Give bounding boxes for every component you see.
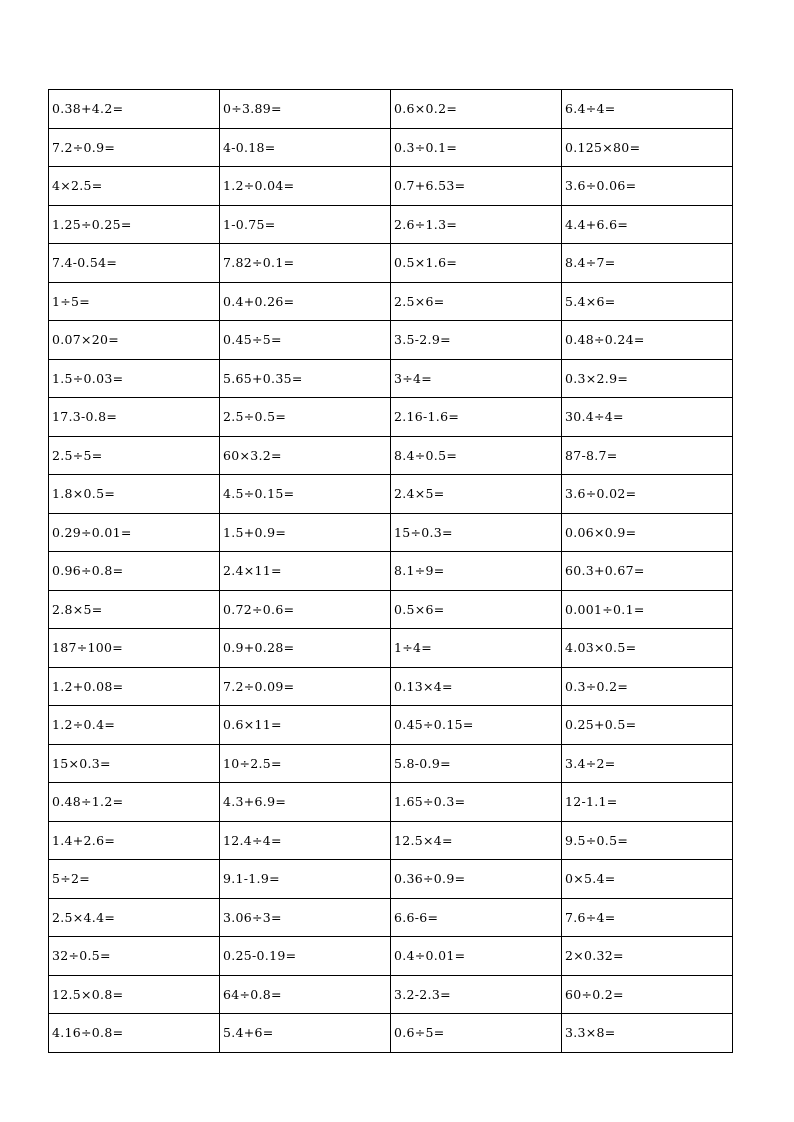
problem-cell: 9.1-1.9= [220, 860, 391, 899]
worksheet-row [49, 90, 733, 129]
worksheet-row [49, 975, 733, 1014]
problem-cell: 10÷2.5= [220, 744, 391, 783]
problem-cell: 2.4×11= [220, 552, 391, 591]
problem-cell: 0.6÷5= [391, 1014, 562, 1053]
problem-cell: 1.2÷0.04= [220, 167, 391, 206]
problem-cell: 5÷2= [49, 860, 220, 899]
problem-cell: 8.4÷7= [562, 244, 733, 283]
problem-cell: 1.5÷0.03= [49, 359, 220, 398]
problem-cell: 0.07×20= [49, 321, 220, 360]
problem-cell: 1-0.75= [220, 205, 391, 244]
problem-cell: 0.125×80= [562, 128, 733, 167]
problem-cell: 6.4÷4= [562, 90, 733, 129]
problem-cell: 0.96÷0.8= [49, 552, 220, 591]
worksheet-row [49, 205, 733, 244]
problem-cell: 1.2÷0.4= [49, 706, 220, 745]
problem-cell: 60.3+0.67= [562, 552, 733, 591]
problem-cell: 1÷4= [391, 629, 562, 668]
problem-cell: 0.36÷0.9= [391, 860, 562, 899]
worksheet-row [49, 436, 733, 475]
problem-cell: 0.25-0.19= [220, 937, 391, 976]
worksheet-row [49, 860, 733, 899]
problem-cell: 2×0.32= [562, 937, 733, 976]
worksheet-row [49, 590, 733, 629]
problem-cell: 2.5×4.4= [49, 898, 220, 937]
problem-cell: 0.3÷0.1= [391, 128, 562, 167]
problem-cell: 7.82÷0.1= [220, 244, 391, 283]
problem-cell: 0.29÷0.01= [49, 513, 220, 552]
problem-cell: 0.4÷0.01= [391, 937, 562, 976]
problem-cell: 8.1÷9= [391, 552, 562, 591]
worksheet-row [49, 706, 733, 745]
problem-cell: 2.5×6= [391, 282, 562, 321]
problem-cell: 6.6-6= [391, 898, 562, 937]
problem-cell: 2.4×5= [391, 475, 562, 514]
worksheet-row [49, 282, 733, 321]
problem-cell: 3.6÷0.06= [562, 167, 733, 206]
worksheet-row [49, 321, 733, 360]
problem-cell: 30.4÷4= [562, 398, 733, 437]
worksheet-row [49, 552, 733, 591]
worksheet-row [49, 475, 733, 514]
problem-cell: 3.5-2.9= [391, 321, 562, 360]
problem-cell: 17.3-0.8= [49, 398, 220, 437]
problem-cell: 0.38+4.2= [49, 90, 220, 129]
problem-cell: 0.5×6= [391, 590, 562, 629]
worksheet-row [49, 513, 733, 552]
problem-cell: 1.2+0.08= [49, 667, 220, 706]
problem-cell: 2.16-1.6= [391, 398, 562, 437]
problem-cell: 4.3+6.9= [220, 783, 391, 822]
problem-cell: 2.5÷0.5= [220, 398, 391, 437]
problem-cell: 0.48÷1.2= [49, 783, 220, 822]
arithmetic-worksheet-table [48, 89, 733, 1053]
problem-cell: 3.06÷3= [220, 898, 391, 937]
problem-cell: 2.8×5= [49, 590, 220, 629]
worksheet-row [49, 937, 733, 976]
problem-cell: 0.7+6.53= [391, 167, 562, 206]
problem-cell: 0.9+0.28= [220, 629, 391, 668]
problem-cell: 1.4+2.6= [49, 821, 220, 860]
worksheet-row [49, 898, 733, 937]
problem-cell: 2.6÷1.3= [391, 205, 562, 244]
problem-cell: 15÷0.3= [391, 513, 562, 552]
problem-cell: 12.4÷4= [220, 821, 391, 860]
worksheet-row [49, 744, 733, 783]
worksheet-row [49, 629, 733, 668]
problem-cell: 4.03×0.5= [562, 629, 733, 668]
problem-cell: 0.13×4= [391, 667, 562, 706]
worksheet-body [49, 90, 733, 1053]
problem-cell: 1÷5= [49, 282, 220, 321]
problem-cell: 5.4×6= [562, 282, 733, 321]
problem-cell: 1.65÷0.3= [391, 783, 562, 822]
worksheet-row [49, 667, 733, 706]
problem-cell: 4×2.5= [49, 167, 220, 206]
problem-cell: 0.4+0.26= [220, 282, 391, 321]
problem-cell: 0.72÷0.6= [220, 590, 391, 629]
problem-cell: 5.4+6= [220, 1014, 391, 1053]
problem-cell: 0.45÷0.15= [391, 706, 562, 745]
problem-cell: 3.6÷0.02= [562, 475, 733, 514]
problem-cell: 15×0.3= [49, 744, 220, 783]
problem-cell: 7.2÷0.09= [220, 667, 391, 706]
problem-cell: 0.001÷0.1= [562, 590, 733, 629]
problem-cell: 0÷3.89= [220, 90, 391, 129]
problem-cell: 3.2-2.3= [391, 975, 562, 1014]
problem-cell: 0.5×1.6= [391, 244, 562, 283]
problem-cell: 7.4-0.54= [49, 244, 220, 283]
problem-cell: 0.06×0.9= [562, 513, 733, 552]
problem-cell: 0.25+0.5= [562, 706, 733, 745]
worksheet-row [49, 821, 733, 860]
worksheet-row [49, 167, 733, 206]
problem-cell: 0.3×2.9= [562, 359, 733, 398]
problem-cell: 4.5÷0.15= [220, 475, 391, 514]
problem-cell: 1.5+0.9= [220, 513, 391, 552]
problem-cell: 64÷0.8= [220, 975, 391, 1014]
problem-cell: 4.16÷0.8= [49, 1014, 220, 1053]
worksheet-row [49, 244, 733, 283]
problem-cell: 32÷0.5= [49, 937, 220, 976]
worksheet-row [49, 359, 733, 398]
problem-cell: 3.4÷2= [562, 744, 733, 783]
problem-cell: 8.4÷0.5= [391, 436, 562, 475]
problem-cell: 12.5×0.8= [49, 975, 220, 1014]
worksheet-row [49, 1014, 733, 1053]
problem-cell: 60÷0.2= [562, 975, 733, 1014]
problem-cell: 1.25÷0.25= [49, 205, 220, 244]
problem-cell: 60×3.2= [220, 436, 391, 475]
worksheet-row [49, 783, 733, 822]
problem-cell: 3÷4= [391, 359, 562, 398]
problem-cell: 2.5÷5= [49, 436, 220, 475]
problem-cell: 5.8-0.9= [391, 744, 562, 783]
problem-cell: 5.65+0.35= [220, 359, 391, 398]
problem-cell: 12.5×4= [391, 821, 562, 860]
problem-cell: 12-1.1= [562, 783, 733, 822]
problem-cell: 1.8×0.5= [49, 475, 220, 514]
worksheet-row [49, 398, 733, 437]
worksheet-row [49, 128, 733, 167]
problem-cell: 0.6×11= [220, 706, 391, 745]
problem-cell: 0.6×0.2= [391, 90, 562, 129]
problem-cell: 0.48÷0.24= [562, 321, 733, 360]
problem-cell: 87-8.7= [562, 436, 733, 475]
problem-cell: 187÷100= [49, 629, 220, 668]
problem-cell: 0.3÷0.2= [562, 667, 733, 706]
problem-cell: 0.45÷5= [220, 321, 391, 360]
problem-cell: 4.4+6.6= [562, 205, 733, 244]
problem-cell: 0×5.4= [562, 860, 733, 899]
problem-cell: 7.2÷0.9= [49, 128, 220, 167]
problem-cell: 4-0.18= [220, 128, 391, 167]
problem-cell: 3.3×8= [562, 1014, 733, 1053]
problem-cell: 9.5÷0.5= [562, 821, 733, 860]
problem-cell: 7.6÷4= [562, 898, 733, 937]
